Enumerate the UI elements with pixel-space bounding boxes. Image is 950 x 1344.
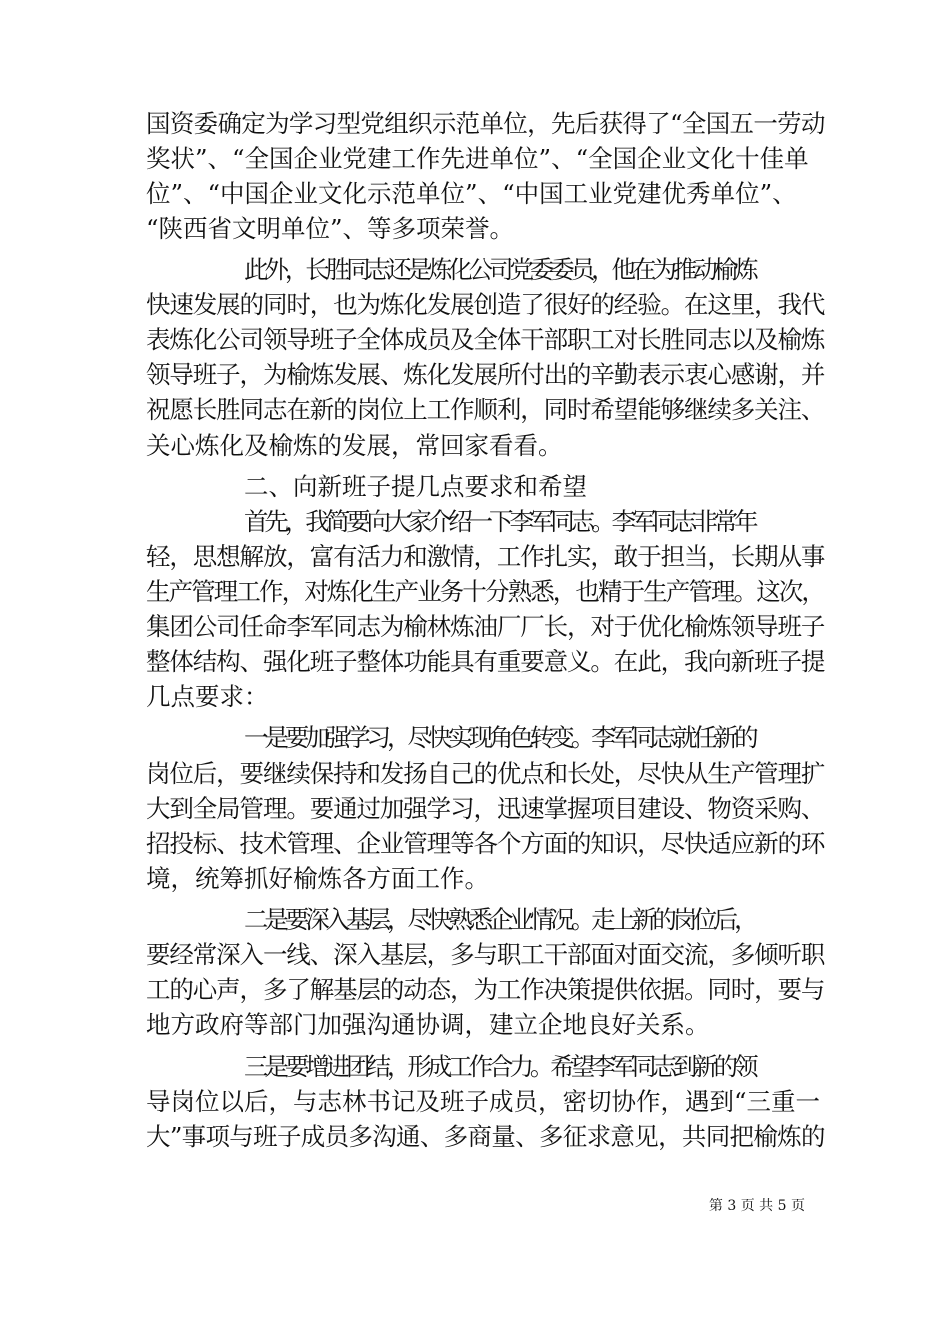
- text-line: 领导班子，为榆炼发展、炼化发展所付出的辛勤表示衷心感谢，并: [146, 360, 825, 389]
- text-line: 二是要深入基层，尽快熟悉企业情况。走上新的岗位后，: [244, 905, 755, 934]
- text-line: 整体结构、强化班子整体功能具有重要意义。在此，我向新班子提: [146, 647, 825, 676]
- text-line: 二、向新班子提几点要求和希望: [244, 472, 587, 501]
- text-line: 位”、“中国企业文化示范单位”、“中国工业党建优秀单位”、: [146, 179, 797, 208]
- text-line: 地方政府等部门加强沟通协调，建立企地良好关系。: [146, 1010, 710, 1039]
- text-line: 此外，长胜同志还是炼化公司党委委员，他在为推动榆炼: [244, 255, 755, 284]
- text-line: 大到全局管理。要通过加强学习，迅速掌握项目建设、物资采购、: [146, 794, 825, 823]
- text-line: 首先，我简要向大家介绍一下李军同志。李军同志非常年: [244, 507, 755, 536]
- text-line: 集团公司任命李军同志为榆林炼油厂厂长，对于优化榆炼领导班子: [146, 612, 825, 641]
- text-line: 一是要加强学习，尽快实现角色转变。李军同志就任新的: [244, 723, 755, 752]
- text-line: 国资委确定为学习型党组织示范单位，先后获得了“全国五一劳动: [146, 109, 825, 138]
- text-line: 境，统筹抓好榆炼各方面工作。: [146, 864, 489, 893]
- text-line: 岗位后，要继续保持和发扬自己的优点和长处，尽快从生产管理扩: [146, 759, 825, 788]
- text-line: 导岗位以后，与志林书记及班子成员，密切协作，遇到“三重一: [146, 1087, 821, 1116]
- page-number: 第 3 页 共 5 页: [708, 1198, 805, 1214]
- text-line: 轻，思想解放，富有活力和激情，工作扎实，敢于担当，长期从事: [146, 542, 825, 571]
- text-line: 关心炼化及榆炼的发展，常回家看看。: [146, 431, 563, 460]
- text-line: 工的心声，多了解基层的动态，为工作决策提供依据。同时，要与: [146, 975, 825, 1004]
- text-line: “陕西省文明单位”、等多项荣誉。: [146, 214, 515, 243]
- text-line: 祝愿长胜同志在新的岗位上工作顺利，同时希望能够继续多关注、: [146, 395, 825, 424]
- text-line: 奖状”、“全国企业党建工作先进单位”、“全国企业文化十佳单: [146, 144, 809, 173]
- text-line: 生产管理工作，对炼化生产业务十分熟悉，也精于生产管理。这次，: [146, 577, 824, 606]
- text-line: 表炼化公司领导班子全体成员及全体干部职工对长胜同志以及榆炼: [146, 325, 825, 354]
- text-line: 要经常深入一线、深入基层，多与职工干部面对面交流，多倾听职: [146, 940, 825, 969]
- text-line: 几点要求：: [146, 682, 269, 711]
- text-line: 快速发展的同时，也为炼化发展创造了很好的经验。在这里，我代: [146, 290, 825, 319]
- text-line: 三是要增进团结，形成工作合力。希望李军同志到新的领: [244, 1052, 755, 1081]
- text-line: 招投标、技术管理、企业管理等各个方面的知识，尽快适应新的环: [146, 829, 825, 858]
- text-line: 大”事项与班子成员多沟通、多商量、多征求意见，共同把榆炼的: [146, 1122, 825, 1151]
